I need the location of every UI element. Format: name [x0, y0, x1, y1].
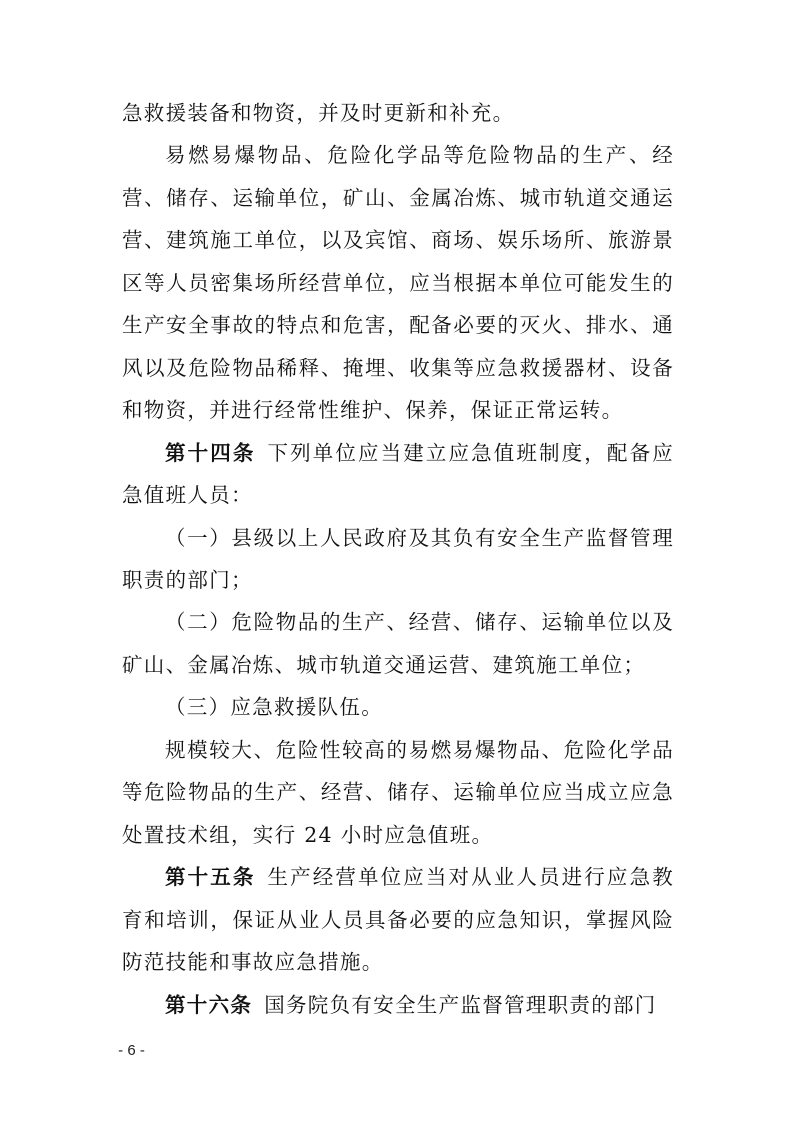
paragraph-text: 急救援装备和物资，并及时更新和补充。 [122, 101, 515, 125]
article-heading: 第十六条 [165, 992, 253, 1017]
article-16 [122, 984, 674, 1026]
paragraph-text: 规模较大、危险性较高的易燃易爆物品、危险化学品等危险物品的生产、经营、储存、运输单位应当成立应急处置技术组，实行 24 小时应急值班。 [122, 737, 674, 847]
paragraph [122, 729, 674, 856]
article-14 [122, 432, 674, 517]
paragraph-text: （二）危险物品的生产、经营、储存、运输单位以及矿山、金属冶炼、城市轨道交通运营、建筑施工单位； [122, 610, 674, 677]
paragraph-text: 国务院负有安全生产监督管理职责的部门 [264, 992, 657, 1017]
list-item [122, 686, 674, 728]
paragraph-text: （三）应急救援队伍。 [165, 695, 383, 720]
article-heading: 第十四条 [165, 440, 256, 465]
list-item [122, 517, 674, 602]
paragraph [122, 134, 674, 431]
article-heading: 第十五条 [165, 865, 256, 890]
paragraph-text: 下列单位应当建立应急值班制度，配备应急值班人员： [122, 440, 674, 508]
paragraph-text: （一）县级以上人民政府及其负有安全生产监督管理职责的部门； [122, 525, 674, 592]
paragraph-text: 易燃易爆物品、危险化学品等危险物品的生产、经营、储存、运输单位，矿山、金属冶炼、城市轨道交通运营、建筑施工单位，以及宾馆、商场、娱乐场所、旅游景区等人员密集场所经营单位，应当根据本单位可能发生的生产安全事故的特点和危害，配备必要的灭火、排水、通风以及危险物品稀释、掩埋、收集等应急救援器材、设备和物资，并进行经常性维护、保养，保证正常运转。 [122, 143, 674, 423]
article-15 [122, 856, 674, 983]
document-body [122, 92, 674, 1026]
paragraph-text: 生产经营单位应当对从业人员进行应急教育和培训，保证从业人员具备必要的应急知识，掌握风险防范技能和事故应急措施。 [122, 865, 674, 975]
page-number: - 6 - [118, 1042, 145, 1059]
list-item [122, 601, 674, 686]
paragraph-continuation [122, 92, 674, 134]
